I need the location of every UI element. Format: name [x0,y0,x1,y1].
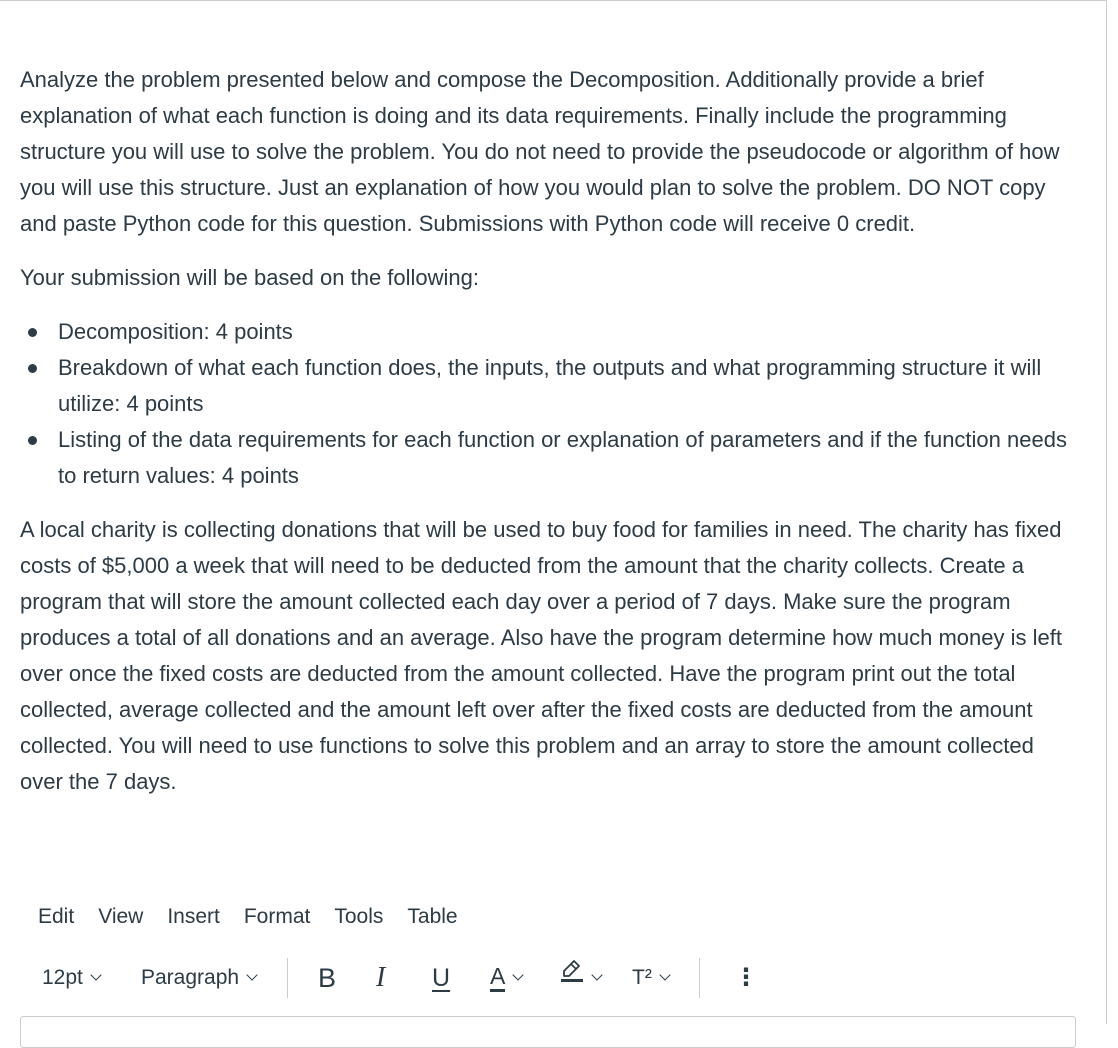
problem-statement: A local charity is collecting donations that will be used to buy food for families in need. The charity has fixed costs of $5,000 a week that will need to be deducted from the amount that the charity collects. Create a program that will store the amount collected each day over a period of 7 days. Make sure the program produces a total of all donations and an average. Also have the program determine how much money is left over once the fixed costs are deducted from the amount collected. Have the program print out the total collected, average collected and the amount left over after the fixed costs are deducted from the amount collected. You will need to use functions to solve this problem and an array to store the amount collected over the 7 days. [20,517,1062,794]
question-text [20,62,1080,800]
toolbar-divider [287,958,288,998]
block-format-dropdown[interactable] [141,958,256,998]
editor-toolbar [42,958,762,998]
superscript-icon: T² [632,966,652,989]
font-size-value: 12pt [42,966,83,989]
submission-heading: Your submission will be based on the following: [20,265,480,290]
criteria-item: Breakdown of what each function does, the inputs, the outputs and what programming structure it will utilize: 4 points [20,350,1080,422]
block-format-value: Paragraph [141,966,240,989]
underline-button[interactable]: U [432,964,451,992]
chevron-down-icon [591,969,602,980]
menu-edit[interactable]: Edit [38,905,75,928]
menu-table[interactable]: Table [407,905,458,928]
text-color-button[interactable] [490,958,522,998]
bold-button[interactable]: B [318,963,337,993]
highlight-pen-icon [560,958,584,998]
frame-top-border [0,0,1107,1]
menu-view[interactable]: View [98,905,144,928]
chevron-down-icon [659,969,670,980]
font-size-dropdown[interactable] [42,958,100,998]
criteria-item: Listing of the data requirements for each function or explanation of parameters and if the function needs to return values: 4 points [20,422,1080,494]
menu-tools[interactable]: Tools [334,905,384,928]
question-intro: Analyze the problem presented below and compose the Decomposition. Additionally provide a brief explanation of what each function is doing and its data requirements. Finally include the programming structure you will use to solve the problem. You do not need to provide the pseudocode or algorithm of how you will use this structure. Just an explanation of how you would plan to solve the problem. DO NOT copy and paste Python code for this question. Submissions with Python code will receive 0 credit. [20,67,1060,236]
frame-right-border [1106,0,1107,1024]
text-color-icon: A [490,963,505,992]
more-options-icon[interactable]: ⋮ [734,964,758,991]
answer-editor-area[interactable] [20,1016,1076,1048]
chevron-down-icon [513,969,524,980]
chevron-down-icon [246,969,257,980]
highlight-color-button[interactable] [560,958,601,998]
menu-insert[interactable]: Insert [167,905,220,928]
superscript-button[interactable] [632,958,669,998]
editor-menubar [38,905,482,929]
toolbar-divider [699,958,700,998]
chevron-down-icon [90,969,101,980]
criteria-list [20,314,1080,494]
menu-format[interactable]: Format [243,905,311,928]
criteria-item: Decomposition: 4 points [20,314,1080,350]
italic-button[interactable]: I [376,962,386,993]
